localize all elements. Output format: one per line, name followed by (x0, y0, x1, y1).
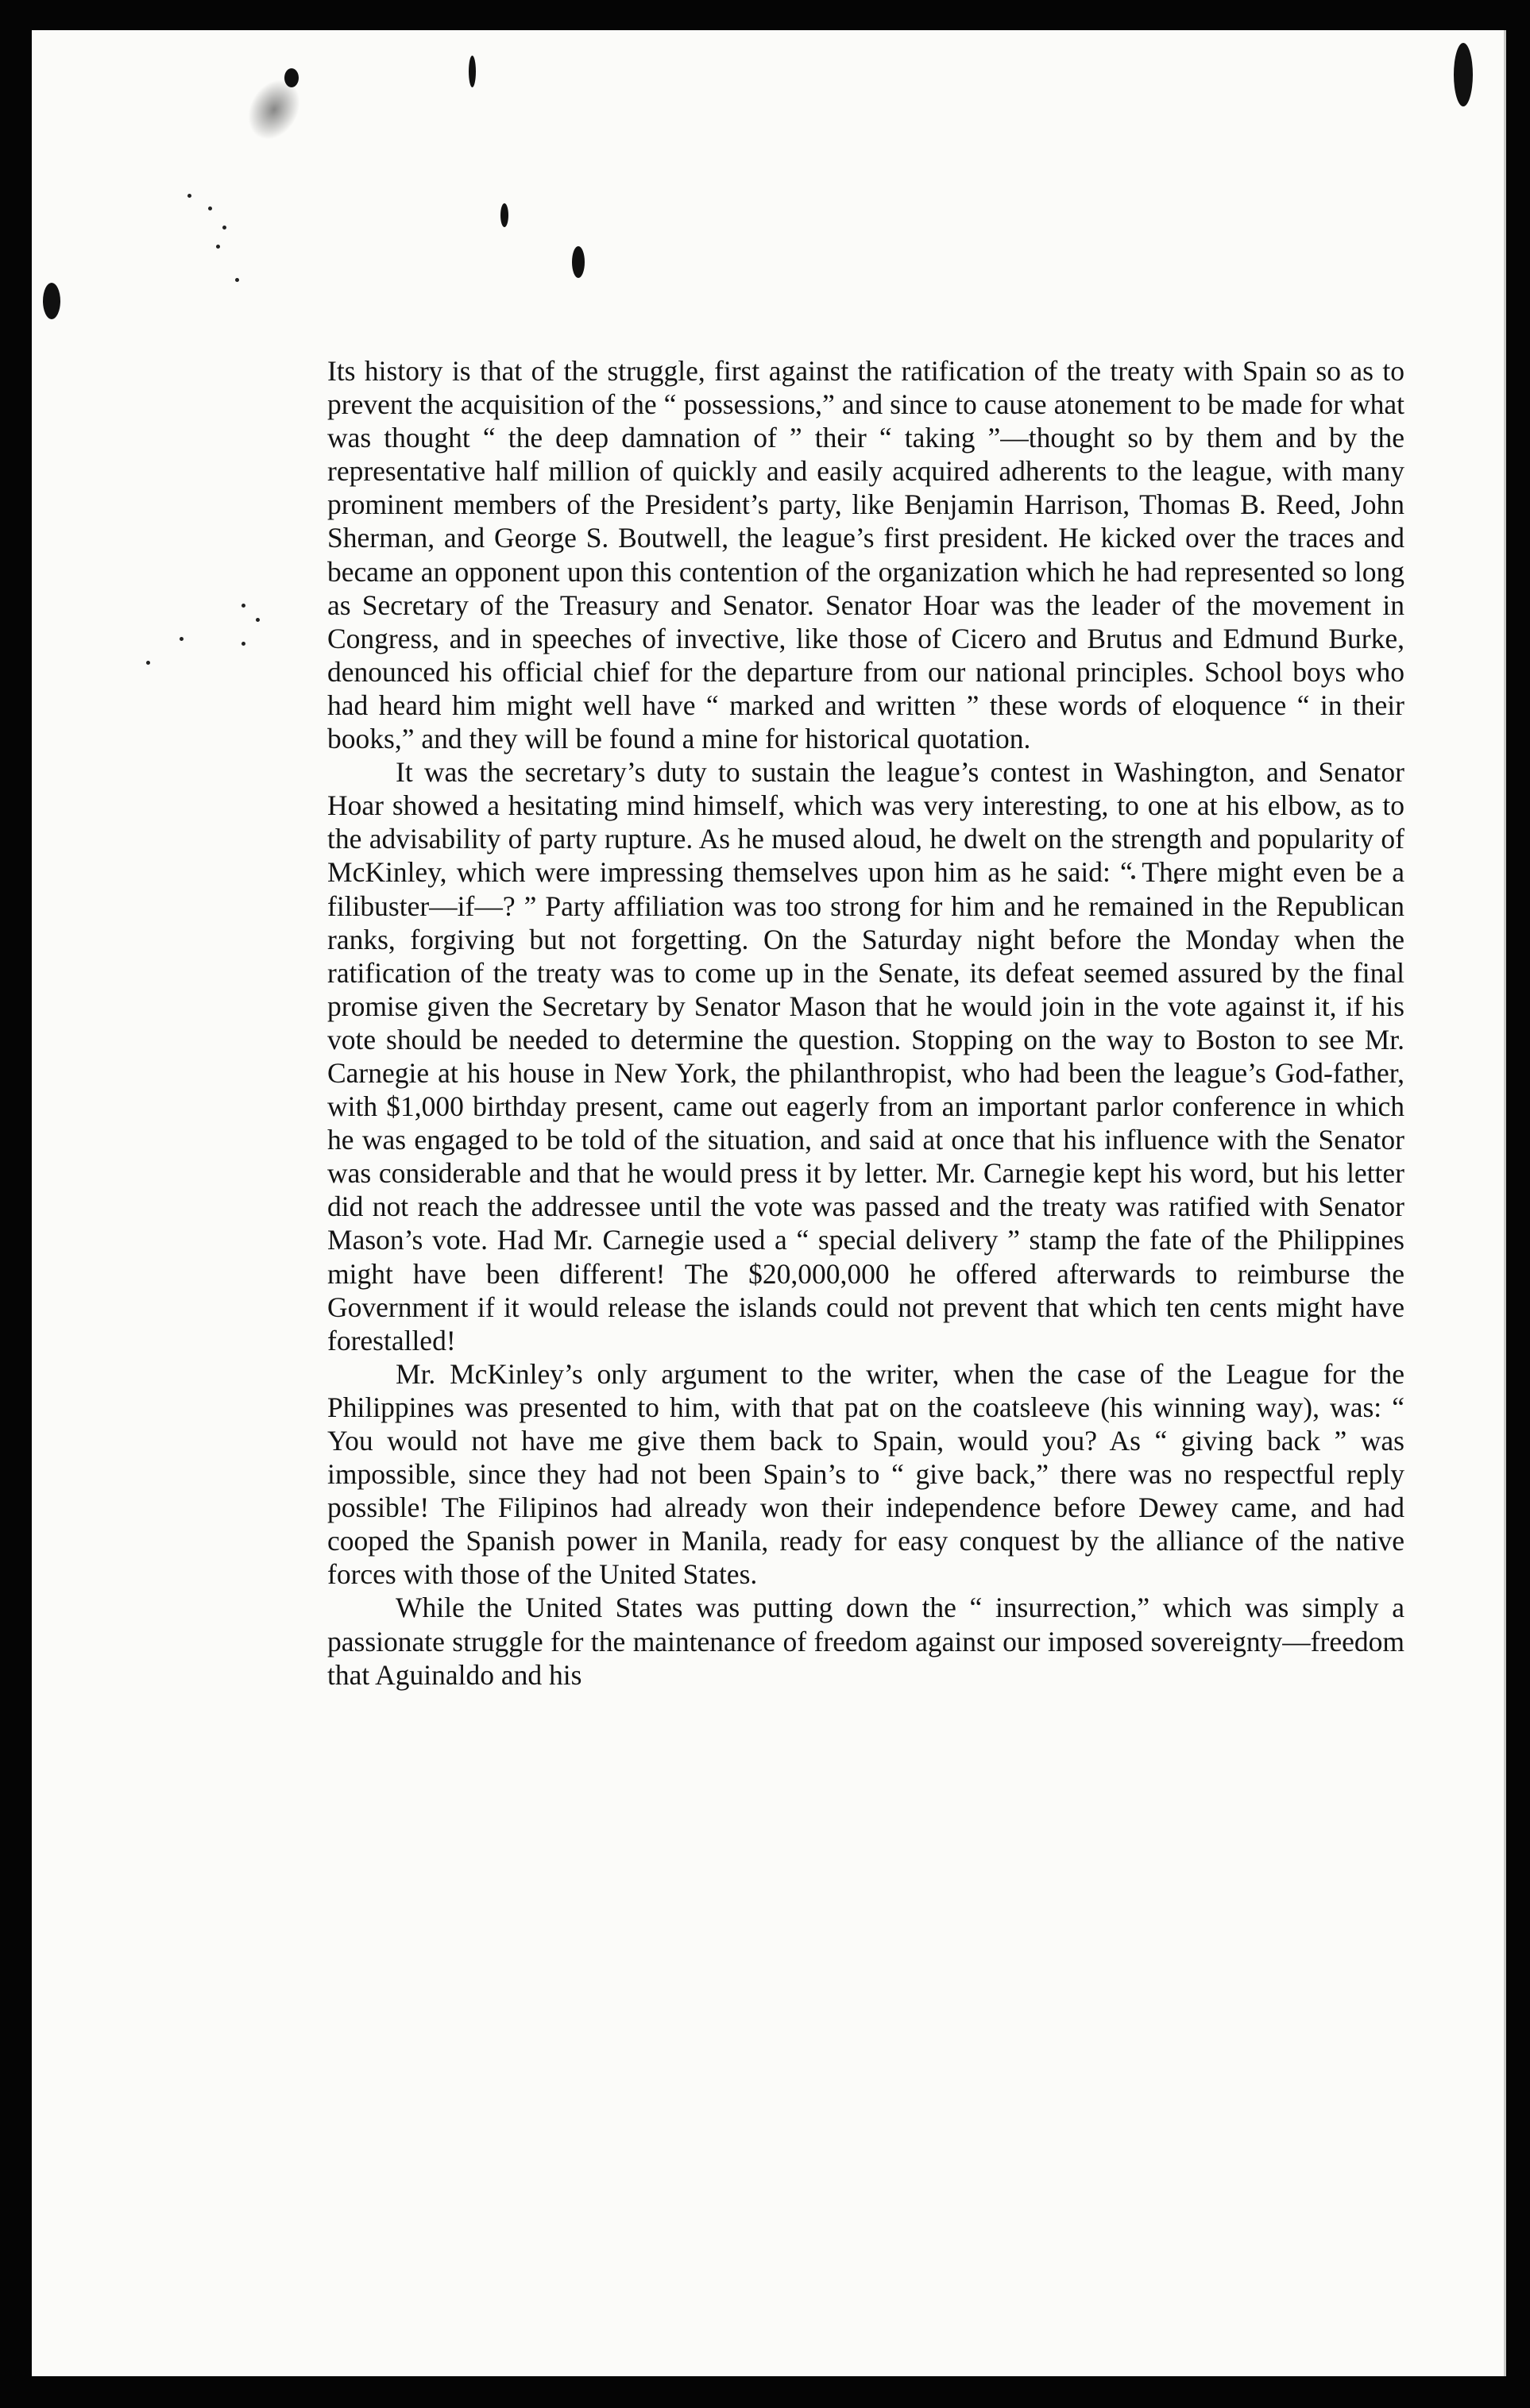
ink-dot (216, 245, 220, 249)
ink-dot (222, 226, 226, 230)
ink-speck (284, 68, 299, 87)
ink-speck (572, 246, 585, 278)
body-text (327, 354, 1404, 1692)
paragraph: It was the secretary’s duty to sustain the league’s contest in Washington, and Senator Hoar showed a hesitating mind himself, which was very interesting, to one at his elbow, as to the advisability of party rupture. As he mused aloud, he dwelt on the strength and popularity of McKinley, which were impressing themselves upon him as he said: “ There might even be a filibuster—if—? ” Party affiliation was too strong for him and he remained in the Republican ranks, forgiving but not forgetting. On the Saturday night before the Monday when the ratification of the treaty was to come up in the Senate, its defeat seemed assured by the final promise given the Secretary by Senator Mason that he would join in the vote against it, if his vote should be needed to determine the question. Stopping on the way to Boston to see Mr. Carnegie at his house in New York, the philanthropist, who had been the league’s God-father, with $1,000 birthday present, came out eagerly from an important parlor conference in which he was engaged to be told of the situation, and said at once that his influence with the Senator was considerable and that he would press it by letter. Mr. Carnegie kept his word, but his letter did not reach the addressee until the vote was passed and the treaty was ratified with Senator Mason’s vote. Had Mr. Carnegie used a “ special delivery ” stamp the fate of the Philippines might have been different! The $20,000,000 he offered afterwards to reimburse the Government if it would release the islands could not prevent that which ten cents might have forestalled! (327, 756, 1404, 1356)
ink-dot (241, 604, 245, 608)
ink-speck (500, 203, 508, 227)
scanned-page (32, 30, 1506, 2376)
ink-dot (241, 642, 245, 646)
ink-dot (208, 206, 212, 210)
ink-dot (187, 194, 191, 198)
ink-speck (469, 56, 476, 87)
ink-dot (180, 637, 184, 641)
paragraph: While the United States was putting down the “ insurrection,” which was simply a passionate struggle for the maintenance of freedom against our imposed sovereignty—freedom that Aguinaldo and his (327, 1592, 1404, 1691)
ink-speck (1454, 43, 1473, 106)
ink-dot (256, 618, 260, 622)
paragraph: Mr. McKinley’s only argument to the writer, when the case of the League for the Philippines was presented to him, with that pat on the coatsleeve (his winning way), was: “ You would not have me give them back to Spain, would you? As “ giving back ” was impossible, since they had not been Spain’s to “ give back,” there was no respectful reply possible! The Filipinos had already won their independence before Dewey came, and had cooped the Spanish power in Manila, ready for easy conquest by the alliance of the native forces with those of the United States. (327, 1357, 1404, 1591)
page-edge (1504, 30, 1506, 2376)
ink-speck (43, 283, 60, 319)
ink-smudge (238, 70, 311, 149)
ink-dot (146, 661, 150, 665)
ink-dot (235, 278, 239, 282)
paragraph: Its history is that of the struggle, first against the ratification of the treaty with Spain so as to prevent the acquisition of the “ possessions,” and since to cause atonement to be made for what was thought “ the deep damnation of ” their “ taking ”—thought so by them and by the representative half million of quickly and easily acquired adherents to the league, with many prominent members of the President’s party, like Benjamin Harrison, Thomas B. Reed, John Sherman, and George S. Boutwell, the league’s first president. He kicked over the traces and became an opponent upon this contention of the organization which he had represented so long as Secretary of the Treasury and Senator. Senator Hoar was the leader of the movement in Congress, and in speeches of invective, like those of Cicero and Brutus and Edmund Burke, denounced his official chief for the departure from our national principles. School boys who had heard him might well have “ marked and written ” these words of eloquence “ in their books,” and they will be found a mine for historical quotation. (327, 355, 1404, 755)
